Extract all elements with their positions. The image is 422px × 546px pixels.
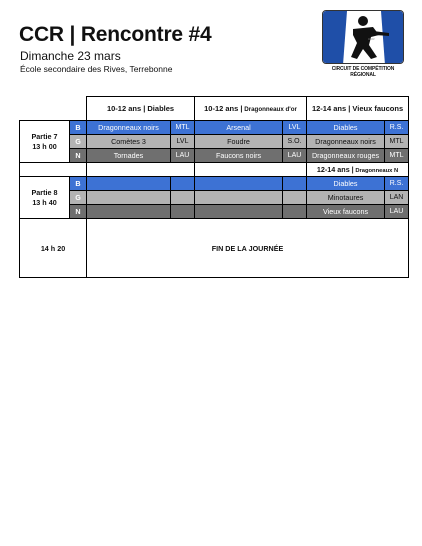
city-code: LVL [283,121,307,135]
end-time: 14 h 20 [20,219,87,278]
team-cell: Minotaures [307,191,385,205]
page-title: CCR | Rencontre #4 [19,23,212,46]
team-cell: Dragonneaux noirs [307,135,385,149]
row-letter: G [70,191,87,205]
table-row [20,149,409,163]
city-code: LAN [385,191,409,205]
game-8-subheader [307,163,409,177]
table-row [20,177,409,191]
team-cell: Vieux faucons [307,205,385,219]
city-code: LVL [171,135,195,149]
column-header-2-small: Dragonneaux d'or [242,105,297,113]
team-cell [87,205,171,219]
city-code: LAU [171,149,195,163]
team-cell: Diables [307,121,385,135]
column-header-3-label: 12-14 ans | Vieux faucons [311,104,404,113]
subheader-small: Dragonneaux N [353,168,399,174]
event-venue: École secondaire des Rives, Terrebonne [20,64,173,74]
team-cell: Faucons noirs [195,149,283,163]
city-code: MTL [385,149,409,163]
team-cell: Comètes 3 [87,135,171,149]
city-code: LAU [283,149,307,163]
logo-graphic [323,11,404,64]
end-row [20,219,409,278]
table-row [20,121,409,135]
team-cell [87,177,171,191]
table-row [20,191,409,205]
row-letter: G [70,135,87,149]
ccr-logo [320,10,406,76]
table-row [20,205,409,219]
column-header-3 [307,97,409,121]
team-cell: Dragonneaux rouges [307,149,385,163]
svg-text:CCR: CCR [368,37,375,41]
city-code: MTL [385,135,409,149]
team-cell: Arsenal [195,121,283,135]
city-code [171,177,195,191]
city-code [283,177,307,191]
event-date: Dimanche 23 mars [20,49,121,63]
row-letter: B [70,121,87,135]
team-cell [195,191,283,205]
column-header-row [20,97,409,121]
team-cell: Diables [307,177,385,191]
city-code [283,191,307,205]
column-header-1-label: 10-12 ans | Diables [106,104,175,113]
team-cell: Dragonneaux noirs [87,121,171,135]
column-header-1 [87,97,195,121]
city-code: S.O. [283,135,307,149]
end-text: FIN DE LA JOURNÉE [87,219,409,278]
city-code: MTL [171,121,195,135]
team-cell: Tornades [87,149,171,163]
row-letter: N [70,149,87,163]
row-letter: B [70,177,87,191]
subheader-row [20,163,409,177]
city-code [171,191,195,205]
column-header-2-main: 10-12 ans | [204,103,243,113]
spacer-cell [20,163,87,177]
team-cell: Foudre [195,135,283,149]
game-7-label [20,121,70,163]
game-7-name: Partie 7 [31,131,58,141]
game-8-label [20,177,70,219]
table-row [20,135,409,149]
schedule-table [19,96,409,278]
city-code [283,205,307,219]
game-7-time: 13 h 00 [32,141,57,151]
row-letter: N [70,205,87,219]
team-cell [195,205,283,219]
logo-emblem [322,10,404,64]
subheader-main: 12-14 ans | [316,165,354,174]
city-code [171,205,195,219]
city-code: R.S. [385,177,409,191]
city-code: LAU [385,205,409,219]
game-8-time: 13 h 40 [32,197,57,207]
spacer-cell [87,163,195,177]
team-cell [195,177,283,191]
logo-caption: CIRCUIT DE COMPÉTITION RÉGIONAL [331,66,395,78]
column-header-2 [195,97,307,121]
header-blank [20,97,87,121]
game-8-name: Partie 8 [31,187,58,197]
team-cell [87,191,171,205]
city-code: R.S. [385,121,409,135]
spacer-cell [195,163,307,177]
